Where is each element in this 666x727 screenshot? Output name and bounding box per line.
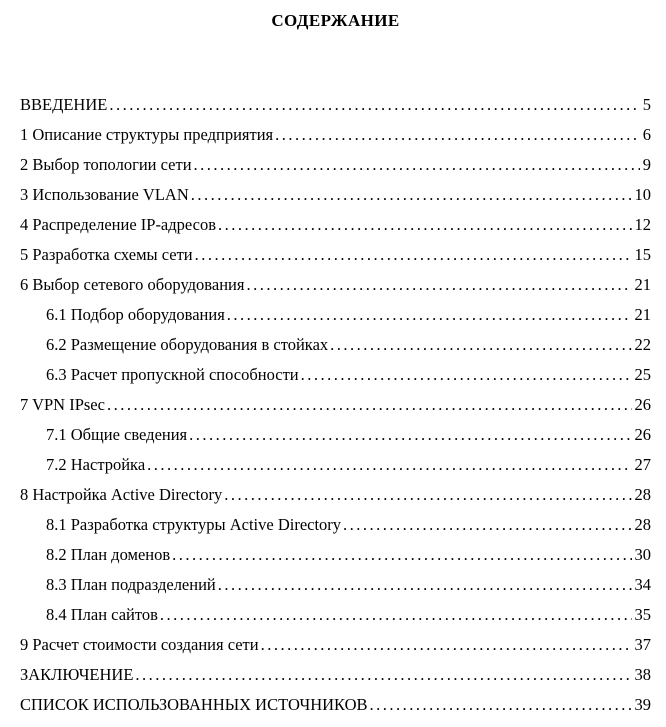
toc-entry[interactable]	[20, 120, 651, 150]
toc-entry[interactable]	[20, 90, 651, 120]
toc-entry-label: 8 Настройка Active Directory	[20, 485, 223, 504]
toc-entry[interactable]	[20, 180, 651, 210]
toc-entry-label: 8.2 План доменов	[46, 545, 171, 564]
toc-entry-label: 7.2 Настройка	[46, 455, 146, 474]
toc-entry-page: 12	[634, 215, 651, 234]
toc-leader-dots	[107, 390, 632, 420]
toc-entry-page: 5	[642, 95, 651, 114]
toc-entry[interactable]	[20, 210, 651, 240]
toc-leader-dots	[227, 300, 632, 330]
toc-entry[interactable]	[20, 660, 651, 690]
toc-entry-page: 28	[634, 485, 651, 504]
toc-entry[interactable]	[20, 570, 651, 600]
toc-leader-dots	[172, 540, 631, 570]
toc-entry-page: 26	[634, 395, 651, 414]
toc-entry-label: 9 Расчет стоимости создания сети	[20, 635, 259, 654]
toc-entry-label: 6.1 Подбор оборудования	[46, 305, 225, 324]
toc-entry[interactable]	[20, 390, 651, 420]
toc-entry-page: 10	[634, 185, 651, 204]
toc-leader-dots	[246, 270, 631, 300]
toc-entry-page: 9	[642, 155, 651, 174]
toc-leader-dots	[195, 240, 632, 270]
toc-entry-page: 39	[634, 695, 651, 714]
toc-entry-label: 6.3 Расчет пропускной способности	[46, 365, 299, 384]
toc-entry-label: 5 Разработка схемы сети	[20, 245, 193, 264]
toc-entry[interactable]	[20, 690, 651, 720]
toc-leader-dots	[218, 570, 632, 600]
toc-leader-dots	[109, 90, 639, 120]
toc-entry-label: 7 VPN IPsec	[20, 395, 105, 414]
toc-entry-page: 38	[634, 665, 651, 684]
toc-leader-dots	[275, 120, 640, 150]
toc-entry-page: 22	[634, 335, 651, 354]
toc-entry-label: 7.1 Общие сведения	[46, 425, 188, 444]
toc-leader-dots	[191, 180, 632, 210]
toc-leader-dots	[343, 510, 631, 540]
toc-entry-page: 28	[634, 515, 651, 534]
toc-entry[interactable]	[20, 420, 651, 450]
toc-entry[interactable]	[20, 540, 651, 570]
toc-entry-label: 1 Описание структуры предприятия	[20, 125, 274, 144]
page-title: СОДЕРЖАНИЕ	[271, 11, 400, 30]
toc-entry[interactable]	[20, 600, 651, 630]
toc-entry-label: 2 Выбор топологии сети	[20, 155, 192, 174]
toc-entry-page: 21	[634, 305, 651, 324]
toc-leader-dots	[224, 480, 631, 510]
toc-entry-page: 21	[634, 275, 651, 294]
toc-entry-page: 30	[634, 545, 651, 564]
toc-entry-label: 8.3 План подразделений	[46, 575, 216, 594]
toc-entry-page: 26	[634, 425, 651, 444]
toc-entry-page: 37	[634, 635, 651, 654]
toc-entry[interactable]	[20, 630, 651, 660]
toc-entry-page: 25	[634, 365, 651, 384]
toc-entry-page: 15	[634, 245, 651, 264]
toc-entry-label: 4 Распределение IP-адресов	[20, 215, 217, 234]
toc-entry-label: ЗАКЛЮЧЕНИЕ	[20, 665, 134, 684]
toc-leader-dots	[330, 330, 631, 360]
toc-entry[interactable]	[20, 510, 651, 540]
toc-leader-dots	[135, 660, 631, 690]
toc-leader-dots	[301, 360, 632, 390]
toc-entry-label: 6.2 Размещение оборудования в стойках	[46, 335, 329, 354]
toc-entry-label: 3 Использование VLAN	[20, 185, 189, 204]
toc-list	[20, 90, 651, 720]
toc-entry-page: 27	[634, 455, 651, 474]
toc-entry-label: 8.4 План сайтов	[46, 605, 158, 624]
toc-entry-page: 35	[634, 605, 651, 624]
toc-entry[interactable]	[20, 300, 651, 330]
toc-entry[interactable]	[20, 270, 651, 300]
toc-entry[interactable]	[20, 450, 651, 480]
toc-entry-label: 6 Выбор сетевого оборудования	[20, 275, 245, 294]
toc-entry[interactable]	[20, 480, 651, 510]
toc-leader-dots	[370, 690, 632, 720]
toc-leader-dots	[189, 420, 631, 450]
toc-entry[interactable]	[20, 330, 651, 360]
toc-entry-page: 6	[642, 125, 651, 144]
toc-leader-dots	[218, 210, 631, 240]
toc-leader-dots	[160, 600, 632, 630]
toc-leader-dots	[194, 150, 640, 180]
toc-entry[interactable]	[20, 150, 651, 180]
toc-leader-dots	[147, 450, 631, 480]
toc-entry-label: ВВЕДЕНИЕ	[20, 95, 108, 114]
toc-entry[interactable]	[20, 240, 651, 270]
toc-entry-label: 8.1 Разработка структуры Active Directory	[46, 515, 342, 534]
toc-entry-page: 34	[634, 575, 651, 594]
toc-entry[interactable]	[20, 360, 651, 390]
toc-entry-label: СПИСОК ИСПОЛЬЗОВАННЫХ ИСТОЧНИКОВ	[20, 695, 368, 714]
toc-leader-dots	[261, 630, 632, 660]
